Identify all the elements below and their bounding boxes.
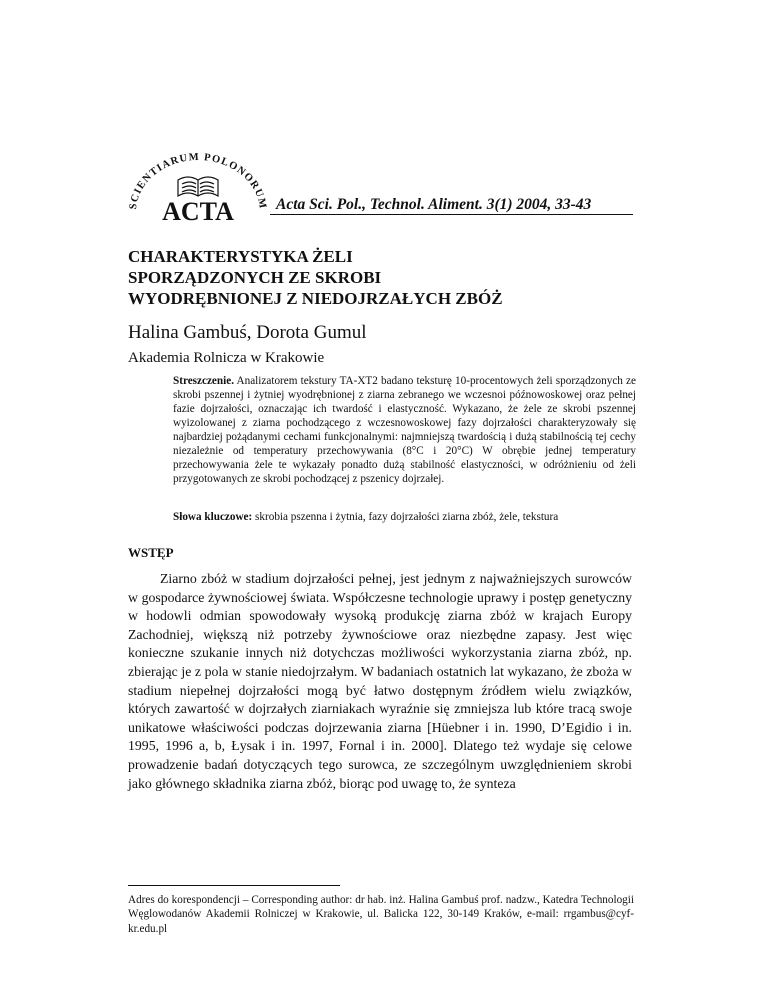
title-line-2: SPORZĄDZONYCH ZE SKROBI — [128, 268, 382, 287]
keywords — [173, 510, 636, 524]
header-rule — [270, 214, 633, 215]
journal-logo — [128, 150, 268, 222]
logo-graphic — [128, 150, 268, 222]
abstract-label: Streszczenie. — [173, 375, 234, 387]
keywords-text: skrobia pszenna i żytnia, fazy dojrzałości ziarna zbóż, żele, tekstura — [252, 511, 559, 523]
logo-word: ACTA — [162, 197, 234, 222]
journal-citation: Acta Sci. Pol., Technol. Aliment. 3(1) 2004, 33-43 — [276, 196, 592, 213]
section-heading: WSTĘP — [128, 545, 174, 560]
body-text — [128, 570, 632, 793]
book-icon — [178, 177, 218, 196]
logo-arc-text: SCIENTIARUM POLONORUM — [128, 151, 268, 211]
affiliation: Akademia Rolnicza w Krakowie — [128, 350, 325, 366]
footnote: Adres do korespondencji – Corresponding author: dr hab. inż. Halina Gambuś prof. nadzw., Katedra Technologii Węglowodanów Akademii Rolniczej w Krakowie, ul. Balicka 122, 30-149 Kraków, e-mail: rrgambus@cyf-kr.edu.pl — [128, 894, 634, 935]
article-title — [128, 246, 648, 309]
body-paragraph: Ziarno zbóż w stadium dojrzałości pełnej, jest jednym z najważniejszych surowców w gospodarce żywnościowej świata. Współczesne technologie uprawy i postęp genetyczny w hodowli odmian spowodowały wysoką produkcję ziarna zbóż w krajach Europy Zachodniej, większą niż potrzeby żywnościowe oraz niezbędne zapasy. Jest więc konieczne szukanie innych niż dotychczas możliwości wykorzystania ziarna zbóż, np. zbierając je z pola w stanie niedojrzałym. W badaniach ostatnich lat wykazano, że zboża w stadium niepełnej dojrzałości mogą być łatwo dostępnym źródłem wielu związków, których zawartość w dojrzałych ziarniakach wyraźnie się zmniejsza lub które tracą swoje unikatowe właściwości podczas dojrzewania ziarna [Hüebner i in. 1990, D’Egidio i in. 1995, 1996 a, b, Łysak i in. 1997, Fornal i in. 2000]. Dlatego też wydaje się celowe prowadzenie badań dotyczących tego surowca, ze szczególnym uwzględnieniem skrobi jako głównego składnika ziarna zbóż, biorąc pod uwagę to, że synteza — [128, 571, 632, 791]
abstract-text: Analizatorem tekstury TA-XT2 badano teksturę 10-procentowych żeli sporządzonych ze skrobi pszennej i żytniej wyodrębnionej z ziarna zebranego we wczesnoi późnowoskowej oraz pełnej fazie dojrzałości, oznaczając ich twardość i elastyczność. Wykazano, że żele ze skrobi pszennej wyizolowanej z ziarna pochodzącego z wczesnowoskowej fazy dojrzałości charakteryzowały się najbardziej pożądanymi cechami funkcjonalnymi: najmniejszą twardością i dużą stabilnością tej cechy niezależnie od temperatury przechowywania (8°C i 20°C) W obrębie jednej temperatury przechowywania żele te wykazały ponadto dużą stabilność elastyczności, w odróżnieniu od żeli przygotowanych ze skrobi pochodzącej z pszenicy dojrzałej. — [173, 375, 636, 485]
authors: Halina Gambuś, Dorota Gumul — [128, 322, 367, 343]
abstract — [173, 374, 636, 486]
title-line-3: WYODRĘBNIONEJ Z NIEDOJRZAŁYCH ZBÓŻ — [128, 289, 503, 308]
title-line-1: CHARAKTERYSTYKA ŻELI — [128, 247, 353, 266]
keywords-label: Słowa kluczowe: — [173, 511, 253, 523]
footnote-rule — [128, 885, 340, 886]
